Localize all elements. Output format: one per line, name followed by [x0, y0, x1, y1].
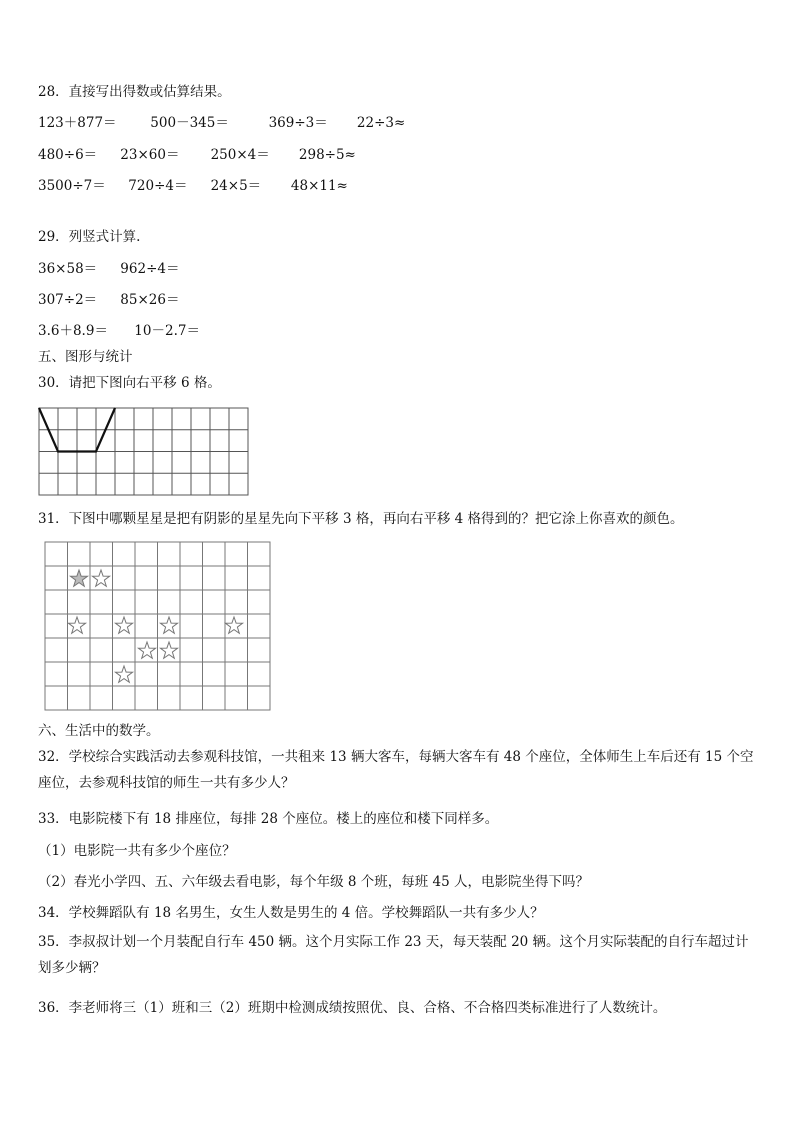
q28-item: 48×11≈: [290, 178, 348, 194]
q30-grid-figure: [38, 407, 250, 497]
q36-text: 36．李老师将三（1）班和三（2）班期中检测成绩按照优、良、合格、不合格四类标准进行了人数统计。: [38, 1000, 667, 1016]
star-icon: [115, 617, 132, 633]
q32-text: 32．学校综合实践活动去参观科技馆，一共租来 13 辆大客车，每辆大客车有 48 个座位，全体师生上车后还有 15 个空座位，去参观科技馆的师生一共有多少人？: [38, 749, 754, 791]
q28-item: 23×60＝: [120, 147, 180, 163]
q30-title: 30．请把下图向右平移 6 格。: [38, 375, 221, 391]
q28-item: 22÷3≈: [356, 115, 406, 131]
star-icon: [160, 617, 177, 633]
star-icon: [160, 642, 177, 658]
q28-item: 369÷3＝: [268, 115, 328, 131]
q29-title: 29．列竖式计算.: [38, 229, 141, 245]
q28-title: 28．直接写出得数或估算结果。: [38, 84, 231, 100]
q34-text: 34．学校舞蹈队有 18 名男生，女生人数是男生的 4 倍。学校舞蹈队一共有多少人？: [38, 905, 544, 921]
star-icon: [138, 642, 155, 658]
q28-row-3: [38, 177, 378, 195]
q28-row-1: [38, 114, 435, 132]
q29-row-2: [38, 291, 209, 309]
q28-item: 250×4＝: [210, 147, 270, 163]
star-icon: [115, 666, 132, 682]
q29-row-3: [38, 322, 230, 340]
section-five-heading: 五、图形与统计: [38, 349, 133, 365]
q28-item: 24×5＝: [210, 178, 262, 194]
section-six-heading: 六、生活中的数学。: [38, 723, 160, 739]
q29-item: 85×26＝: [120, 292, 180, 308]
q33-title: 33．电影院楼下有 18 排座位，每排 28 个座位。楼上的座位和楼下同样多。: [38, 811, 499, 827]
q28-item: 3500÷7＝: [38, 178, 106, 194]
q28-item: 123＋877＝: [38, 115, 117, 131]
q31-grid-figure: [44, 541, 272, 713]
q28-item: 500－345＝: [150, 115, 229, 131]
q29-item: 3.6＋8.9＝: [38, 323, 108, 339]
q28-item: 298÷5≈: [298, 147, 356, 163]
q29-item: 962÷4＝: [120, 261, 180, 277]
shaded-star-icon: [70, 570, 87, 586]
q33-sub1: （1）电影院一共有多少个座位？: [38, 843, 236, 859]
q29-item: 36×58＝: [38, 261, 98, 277]
q31-title: 31．下图中哪颗星星是把有阴影的星星先向下平移 3 格，再向右平移 4 格得到的？把它涂上你喜欢的颜色。: [38, 511, 684, 527]
q29-row-1: [38, 260, 209, 278]
star-icon: [225, 617, 242, 633]
star-icon: [68, 617, 85, 633]
q29-item: 10－2.7＝: [134, 323, 200, 339]
q28-row-2: [38, 146, 386, 164]
q33-sub2: （2）春光小学四、五、六年级去看电影，每个年级 8 个班，每班 45 人，电影院坐得下吗？: [38, 874, 590, 890]
q29-item: 307÷2＝: [38, 292, 98, 308]
q28-item: 480÷6＝: [38, 147, 98, 163]
star-icon: [92, 570, 109, 586]
q28-item: 720÷4＝: [128, 178, 188, 194]
q35-text: 35．李叔叔计划一个月装配自行车 450 辆。这个月实际工作 23 天，每天装配 20 辆。这个月实际装配的自行车超过计划多少辆？: [38, 934, 749, 976]
